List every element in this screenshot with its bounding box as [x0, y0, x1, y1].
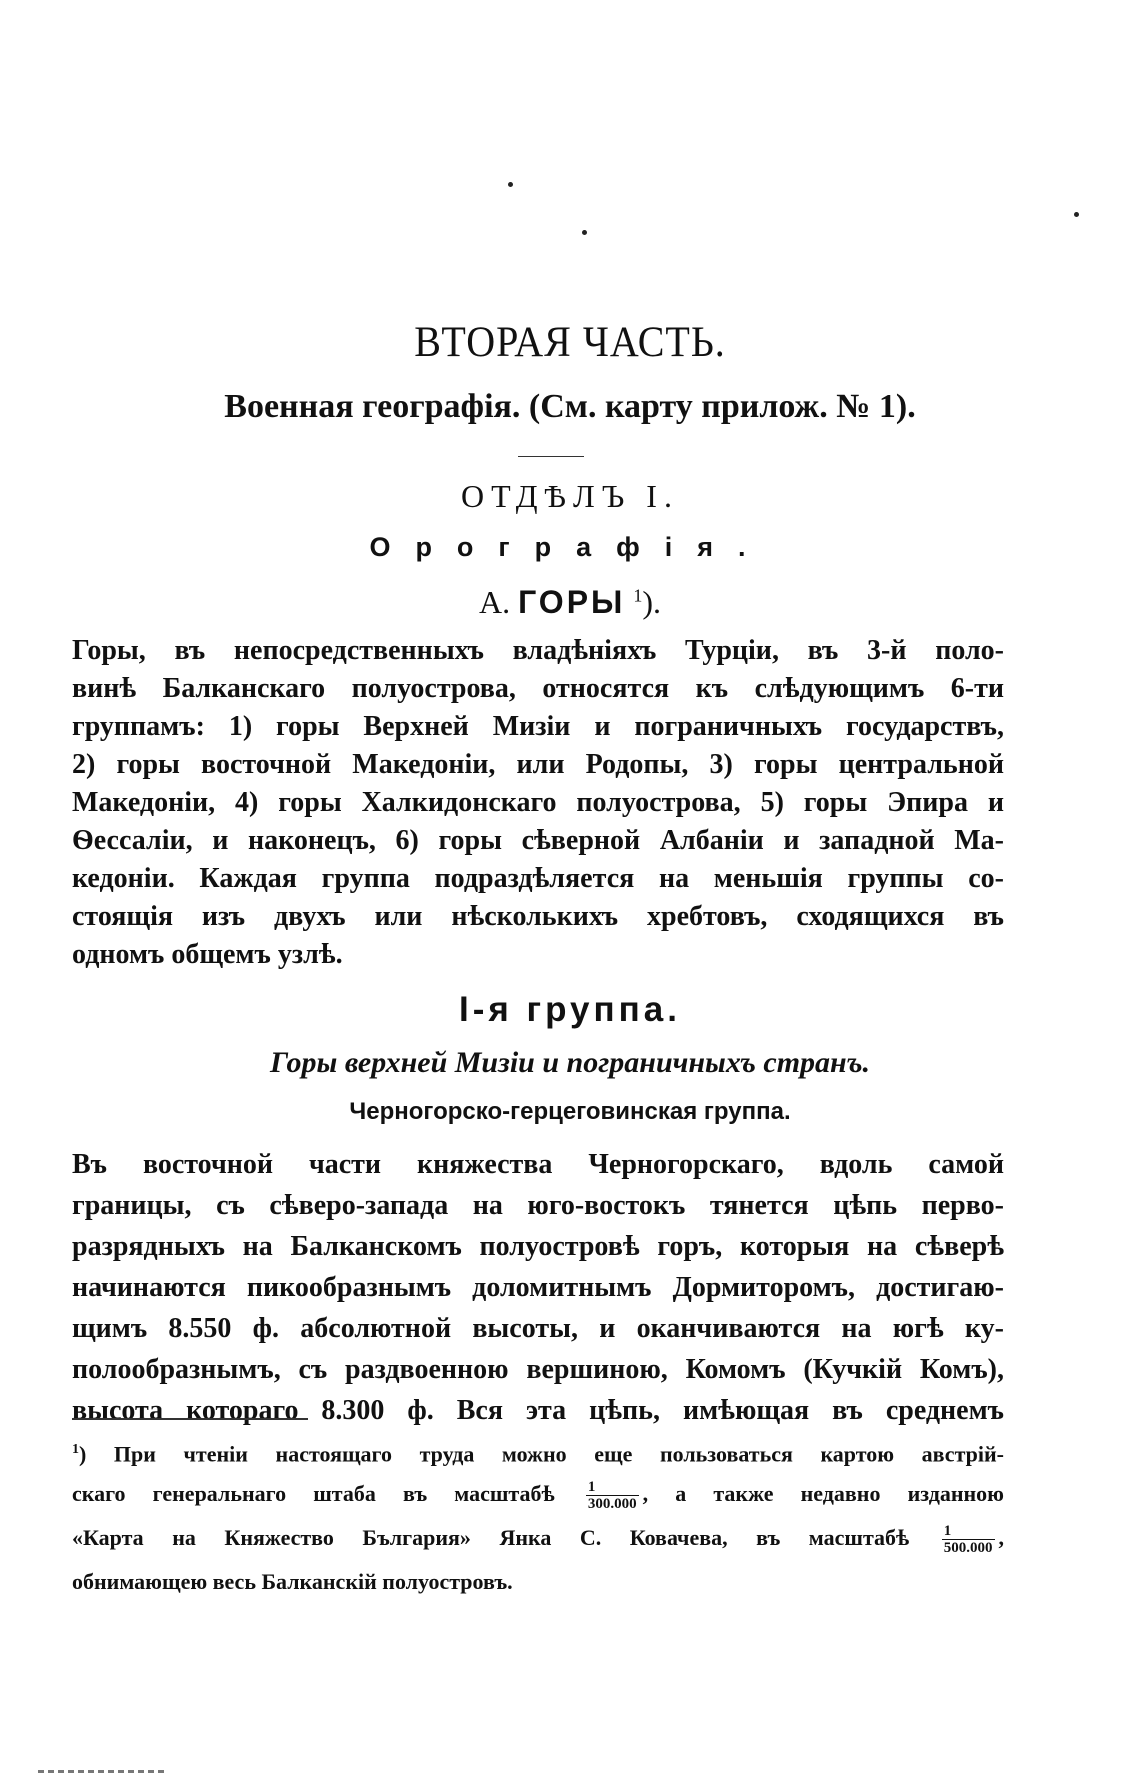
section-title: ОТДѢЛЪ I.: [461, 478, 679, 514]
group-title: І-я группа.: [459, 990, 681, 1029]
mountains-caps: ГОРЫ: [518, 584, 626, 620]
fraction-denominator: 300.000: [587, 1496, 637, 1513]
scan-speck: [582, 230, 587, 235]
text-line: начинаются пикообразнымъ доломитнымъ Дормиторомъ, достигаю-: [72, 1272, 1004, 1303]
text-line: 2) горы восточной Македоніи, или Родопы, 3) горы центральной: [72, 749, 1004, 780]
body-paragraph: [72, 1144, 1004, 1431]
text-line: полообразнымъ, съ раздвоенною вершиною, Комомъ (Кучкій Комъ),: [72, 1354, 1004, 1385]
text-line: высота котораго 8.300 ф. Вся эта цѣпь, имѣющая въ среднемъ: [72, 1395, 1004, 1426]
text-line: кедоніи. Каждая группа подраздѣляется на меньшія группы со-: [72, 863, 1004, 894]
footnote-line: [72, 1516, 1004, 1560]
scale-fraction: [586, 1479, 639, 1512]
mountains-heading: [0, 584, 1140, 621]
footnote-text: «Карта на Княжество България» Янка С. Ковачева, въ масштабѣ: [72, 1525, 910, 1550]
footnote-line: [72, 1472, 1004, 1516]
scale-fraction: [942, 1523, 995, 1556]
footnote-text: ,: [998, 1525, 1005, 1550]
text-line: Горы, въ непосредственныхъ владѣніяхъ Турціи, въ 3-й поло-: [72, 635, 1004, 666]
text-line: щимъ 8.550 ф. абсолютной высоты, и оканчиваются на югѣ ку-: [72, 1313, 1004, 1344]
footnote-text: скаго генеральнаго штаба въ масштабѣ: [72, 1481, 555, 1506]
heading-divider: [518, 456, 584, 457]
fraction-numerator: 1: [586, 1479, 639, 1496]
scan-speck: [1074, 212, 1079, 217]
text-line: одномъ общемъ узлѣ.: [72, 939, 343, 970]
subgroup-title: Черногорско-герцеговинская группа.: [349, 1098, 791, 1125]
text-line: разрядныхъ на Балканскомъ полуостровѣ горъ, которыя на сѣверѣ: [72, 1231, 1004, 1262]
footnote-marker: 1: [72, 1442, 79, 1457]
footnote: [72, 1428, 1004, 1604]
text-line: группамъ: 1) горы Верхней Мизіи и пограничныхъ государствъ,: [72, 711, 1004, 742]
footnote-line: обнимающею весь Балканскій полуостровъ.: [72, 1569, 513, 1594]
footnote-reference: 1: [633, 585, 643, 606]
scan-speck: [508, 182, 513, 187]
fraction-numerator: 1: [942, 1523, 995, 1540]
intro-paragraph: [72, 632, 1004, 974]
text-line: Ѳессаліи, и наконецъ, 6) горы сѣверной Албаніи и западной Ма-: [72, 825, 1004, 856]
text-line: Македоніи, 4) горы Халкидонскаго полуострова, 5) горы Эпира и: [72, 787, 1004, 818]
text-line: стоящія изъ двухъ или нѣсколькихъ хребтовъ, сходящихся въ: [72, 901, 1004, 932]
footnote-text: При чтеніи настоящаго труда можно еще пользоваться картою австрій-: [113, 1441, 1004, 1467]
scan-edge-mark: [38, 1770, 164, 1773]
fraction-denominator: 500.000: [943, 1540, 993, 1557]
footnote-line: $^1$) При чтеніи настоящаго труда можно еще пользоваться картою австрій-: [72, 1441, 1004, 1467]
text-line: винѣ Балканскаго полуострова, относятся къ слѣдующимъ 6-ти: [72, 673, 1004, 704]
text-line: границы, съ сѣверо-запада на юго-востокъ тянется цѣпь перво-: [72, 1190, 1004, 1221]
topic-title: Орографія.: [369, 532, 771, 562]
part-title: ВТОРАЯ ЧАСТЬ.: [414, 317, 726, 366]
part-subtitle: Военная географія. (См. карту прилож. № 1).: [224, 388, 916, 425]
mountains-prefix: А.: [478, 584, 511, 620]
text-line: Въ восточной части княжества Черногорскаго, вдоль самой: [72, 1149, 1004, 1180]
footnote-text: , а также недавно изданною: [642, 1481, 1004, 1506]
footnote-divider: [72, 1418, 308, 1420]
group-subtitle: Горы верхней Мизіи и пограничныхъ странъ.: [269, 1046, 871, 1079]
mountains-suffix: ).: [642, 584, 662, 620]
